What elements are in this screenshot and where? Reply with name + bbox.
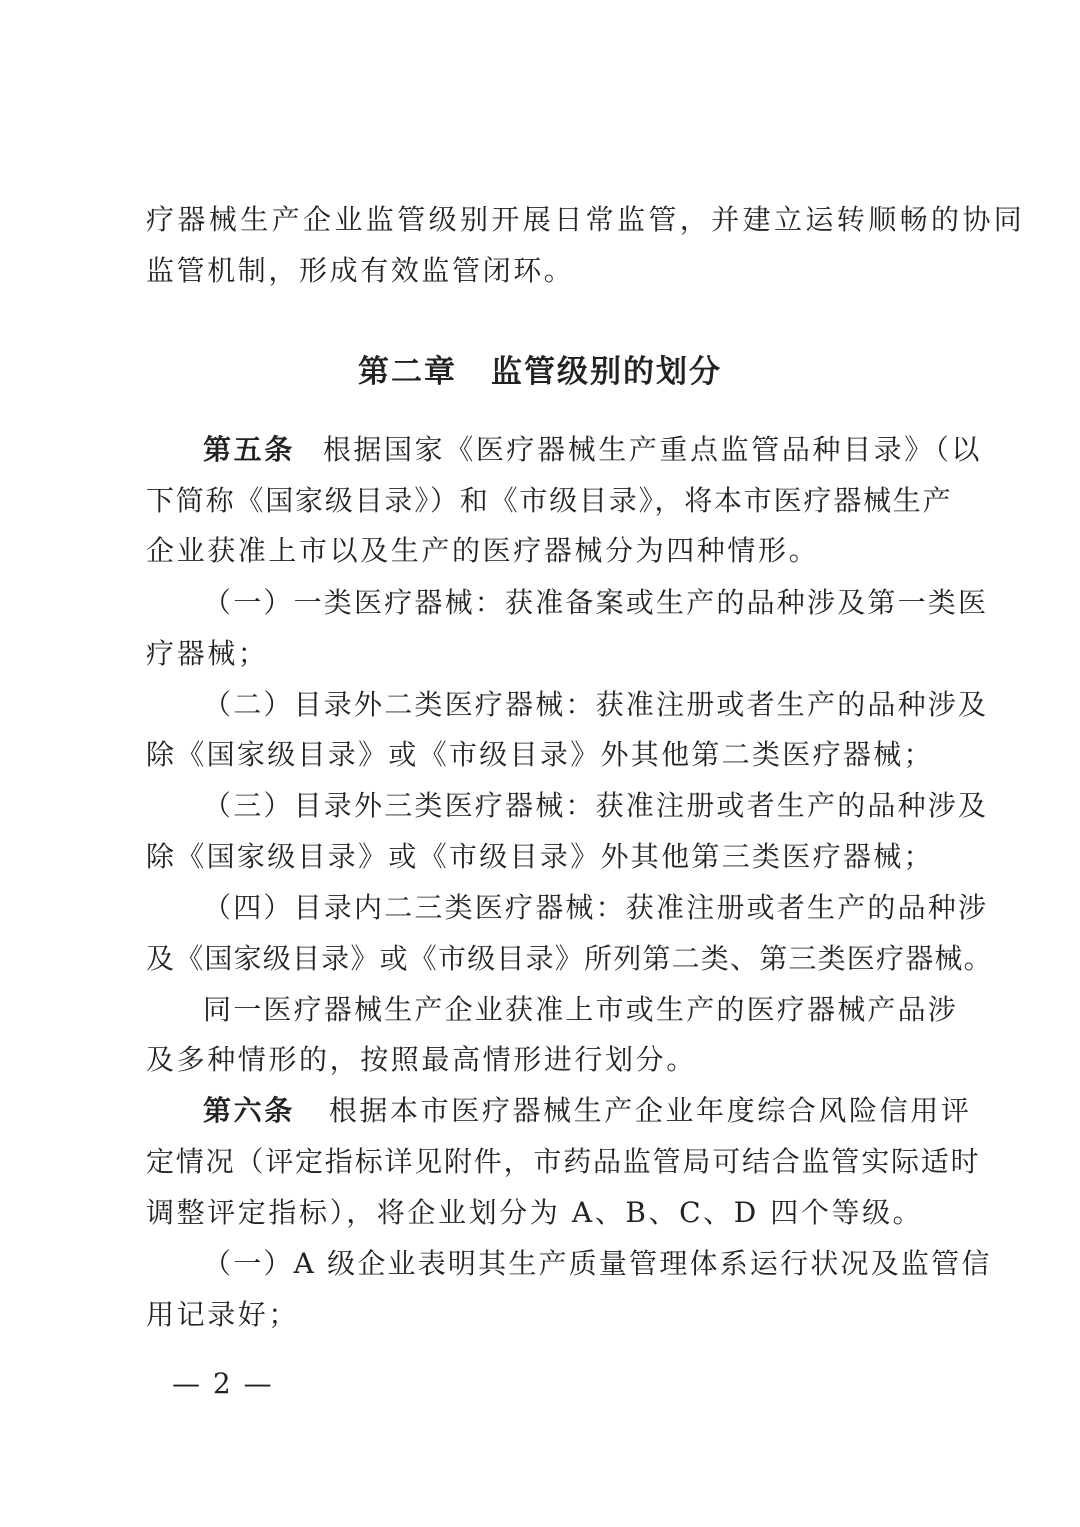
chapter-number: 第二章 bbox=[358, 354, 457, 390]
article-6-line-2: 定情况（评定指标详见附件，市药品监管局可结合监管实际适时 bbox=[146, 1145, 981, 1178]
intro-line-1: 疗器械生产企业监管级别开展日常监管，并建立运转顺畅的协同 bbox=[146, 203, 1026, 236]
article-5-item-1-line-2: 疗器械； bbox=[146, 637, 269, 670]
article-6-line-3: 调整评定指标），将企业划分为 A、B、C、D 四个等级。 bbox=[146, 1196, 924, 1229]
article-5-item-1-line-1: （一）一类医疗器械：获准备案或生产的品种涉及第一类医 bbox=[203, 586, 989, 619]
article-5-text-1: 根据国家《医疗器械生产重点监管品种目录》（以 bbox=[322, 433, 983, 466]
page-number: — 2 — bbox=[172, 1367, 274, 1400]
article-5-line-3: 企业获准上市以及生产的医疗器械分为四种情形。 bbox=[146, 534, 820, 567]
article-6-line-1 bbox=[203, 1093, 971, 1129]
article-6-text-1: 根据本市医疗器械生产企业年度综合风险信用评 bbox=[328, 1094, 972, 1127]
intro-line-2: 监管机制，形成有效监管闭环。 bbox=[146, 254, 575, 287]
article-5-note-line-1: 同一医疗器械生产企业获准上市或生产的医疗器械产品涉 bbox=[203, 993, 959, 1026]
article-5-item-3-line-1: （三）目录外三类医疗器械：获准注册或者生产的品种涉及 bbox=[203, 789, 989, 822]
article-5-line-2: 下简称《国家级目录》）和《市级目录》，将本市医疗器械生产 bbox=[146, 484, 953, 517]
article-6-item-1-line-1: （一）A 级企业表明其生产质量管理体系运行状况及监管信 bbox=[203, 1247, 992, 1280]
article-5-item-3-line-2: 除《国家级目录》或《市级目录》外其他第三类医疗器械； bbox=[146, 840, 934, 873]
article-5-note-line-2: 及多种情形的，按照最高情形进行划分。 bbox=[146, 1043, 697, 1076]
article-5-item-2-line-1: （二）目录外二类医疗器械：获准注册或者生产的品种涉及 bbox=[203, 688, 989, 721]
article-6-label: 第六条 bbox=[203, 1094, 295, 1127]
chapter-heading bbox=[0, 352, 1080, 392]
article-5-item-4-line-2: 及《国家级目录》或《市级目录》所列第二类、第三类医疗器械。 bbox=[146, 942, 993, 975]
article-5-item-4-line-1: （四）目录内二三类医疗器械：获准注册或者生产的品种涉 bbox=[203, 891, 989, 924]
chapter-title: 监管级别的划分 bbox=[491, 354, 722, 390]
article-5-label: 第五条 bbox=[203, 433, 295, 466]
article-5-line-1 bbox=[203, 432, 982, 468]
article-6-item-1-line-2: 用记录好； bbox=[146, 1298, 300, 1331]
article-5-item-2-line-2: 除《国家级目录》或《市级目录》外其他第二类医疗器械； bbox=[146, 738, 934, 771]
